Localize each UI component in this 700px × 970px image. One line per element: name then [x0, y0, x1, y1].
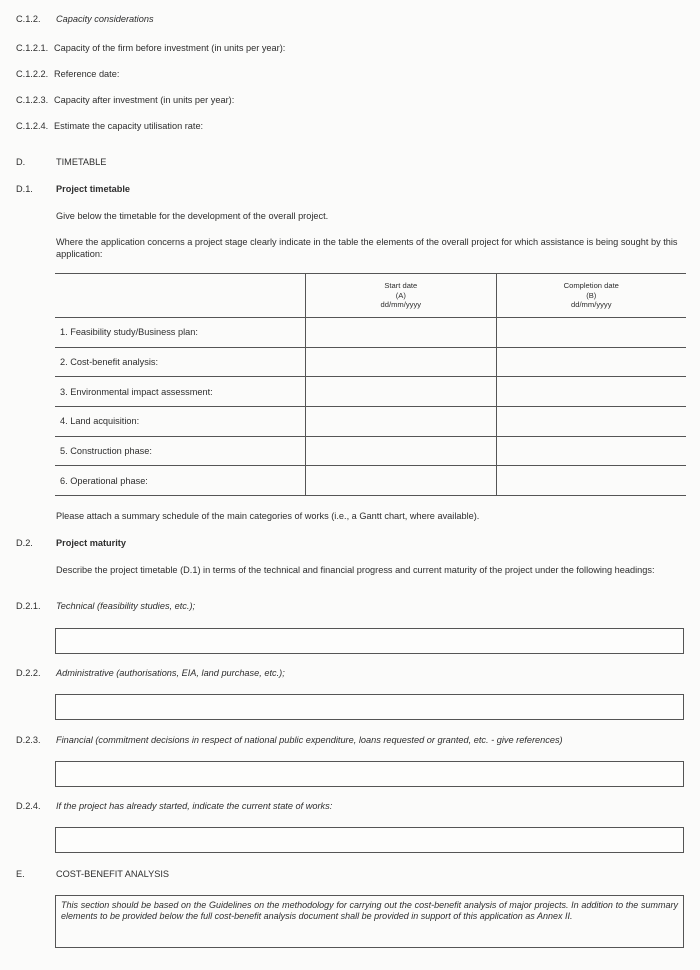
completion-date-cell[interactable]	[496, 407, 686, 437]
table-row	[55, 407, 686, 437]
header-completion-date	[496, 274, 686, 318]
header-line: (A)	[395, 290, 406, 300]
intro-text: Give below the timetable for the development of the overall project.	[56, 211, 329, 221]
item-number: D.2.4.	[16, 801, 41, 811]
row-label: 5. Construction phase:	[55, 436, 306, 466]
item-label: If the project has already started, indicate the current state of works:	[56, 801, 333, 811]
row-label: 6. Operational phase:	[55, 466, 306, 496]
subsection-title: Project maturity	[56, 538, 126, 548]
item-label: Estimate the capacity utilisation rate:	[54, 121, 204, 131]
item-number: D.2.2.	[16, 668, 41, 678]
instruction-text: Where the application concerns a project stage clearly indicate in the table the elements of the overall project for which assistance is being sought by this application:	[56, 237, 678, 259]
item-label: Technical (feasibility studies, etc.);	[56, 601, 196, 611]
item-number: C.1.2.4.	[16, 121, 49, 131]
technical-answer-field[interactable]	[55, 628, 684, 654]
header-line: (B)	[586, 290, 597, 300]
section-number: D.	[16, 157, 26, 167]
completion-date-cell[interactable]	[496, 377, 686, 407]
subsection-title: Project timetable	[56, 184, 131, 194]
table-row	[55, 318, 686, 348]
administrative-answer-field[interactable]	[55, 694, 684, 720]
timetable-table	[55, 273, 686, 496]
start-date-cell[interactable]	[306, 436, 496, 466]
item-label: Capacity after investment (in units per year):	[54, 95, 235, 105]
header-line: dd/mm/yyyy	[571, 300, 612, 310]
item-number: C.1.2.2.	[16, 69, 49, 79]
header-label-cell	[55, 274, 306, 318]
table-header-row	[55, 274, 686, 318]
item-number: D.2.1.	[16, 601, 41, 611]
table-row	[55, 466, 686, 496]
item-label: Financial (commitment decisions in respect of national public expenditure, loans requested or granted, etc. - give references)	[56, 735, 563, 745]
table-row	[55, 436, 686, 466]
section-title: COST-BENEFIT ANALYSIS	[56, 869, 170, 879]
item-label: Reference date:	[54, 69, 120, 79]
completion-date-cell[interactable]	[496, 466, 686, 496]
completion-date-cell[interactable]	[496, 436, 686, 466]
item-number: D.2.3.	[16, 735, 41, 745]
start-date-cell[interactable]	[306, 318, 496, 348]
completion-date-cell[interactable]	[496, 318, 686, 348]
row-label: 2. Cost-benefit analysis:	[55, 347, 306, 377]
table-row	[55, 377, 686, 407]
section-number: E.	[16, 869, 25, 879]
attach-note: Please attach a summary schedule of the main categories of works (i.e., a Gantt chart, where available).	[56, 511, 480, 521]
item-label: Capacity of the firm before investment (in units per year):	[54, 43, 286, 53]
section-title: TIMETABLE	[56, 157, 107, 167]
subsection-number: D.2.	[16, 538, 33, 548]
header-line: dd/mm/yyyy	[380, 300, 422, 310]
maturity-intro: Describe the project timetable (D.1) in terms of the technical and financial progress and current maturity of the project under the following headings:	[56, 565, 655, 575]
item-label: Administrative (authorisations, EIA, land purchase, etc.);	[56, 668, 285, 678]
completion-date-cell[interactable]	[496, 347, 686, 377]
table-row	[55, 347, 686, 377]
row-label: 4. Land acquisition:	[55, 407, 306, 437]
row-label: 3. Environmental impact assessment:	[55, 377, 306, 407]
row-label: 1. Feasibility study/Business plan:	[55, 318, 306, 348]
header-line: Start date	[384, 281, 418, 291]
start-date-cell[interactable]	[306, 347, 496, 377]
works-state-answer-field[interactable]	[55, 827, 684, 853]
start-date-cell[interactable]	[306, 466, 496, 496]
item-number: C.1.2.3.	[16, 95, 49, 105]
header-start-date	[306, 274, 496, 318]
item-number: C.1.2.1.	[16, 43, 49, 53]
section-number: C.1.2.	[16, 14, 41, 24]
financial-answer-field[interactable]	[55, 761, 684, 787]
subsection-number: D.1.	[16, 184, 33, 194]
start-date-cell[interactable]	[306, 407, 496, 437]
cost-benefit-note: This section should be based on the Guidelines on the methodology for carrying out the cost-benefit analysis of major projects. In addition to the summary elements to be provided below the full cost-benefit analysis document shall be provided in support of this application as Annex II.	[55, 895, 684, 948]
header-line: Completion date	[563, 281, 619, 291]
section-title: Capacity considerations	[56, 14, 154, 24]
start-date-cell[interactable]	[306, 377, 496, 407]
